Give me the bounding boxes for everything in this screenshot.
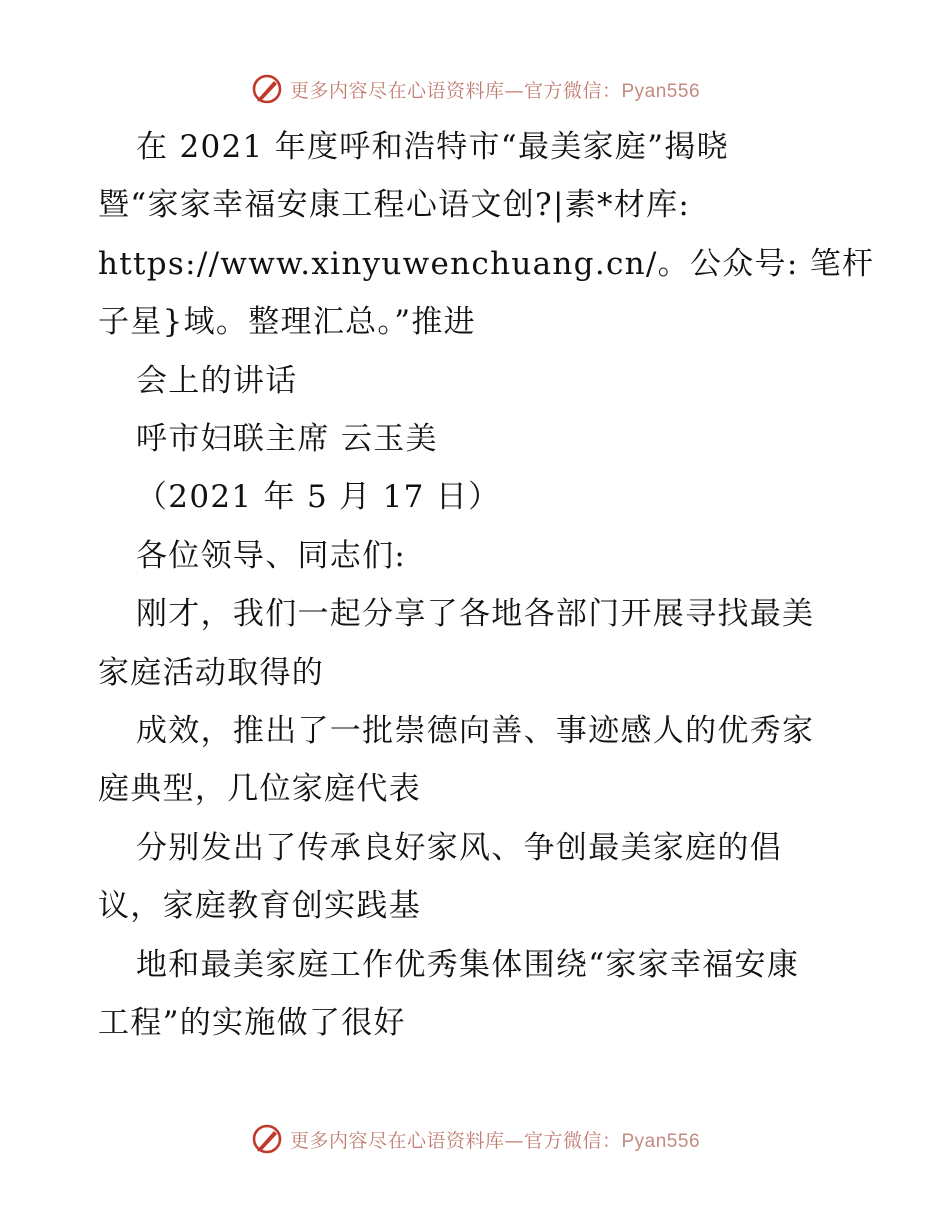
speech-title-line: 会上的讲话 (136, 362, 298, 399)
speaker-line: 呼市妇联主席 云玉美 (136, 421, 438, 458)
text-line: 庭典型，几位家庭代表 (98, 771, 421, 808)
salutation-line: 各位领导、同志们: (136, 537, 407, 574)
text-line: 家庭活动取得的 (98, 654, 325, 691)
watermark-wechat-id: Pyan556 (621, 1130, 701, 1152)
watermark-banner-bottom (0, 1122, 950, 1156)
text-line: 工程”的实施做了很好 (98, 1005, 406, 1042)
watermark-text: 更多内容尽在心语资料库—官方微信： (289, 79, 622, 102)
text-line: 暨“家家幸福安康工程心语文创?|素*材库: (98, 187, 691, 224)
document-body (98, 118, 875, 1053)
date-line: （2021 年 5 月 17 日） (136, 479, 501, 516)
quill-pen-icon (250, 72, 284, 106)
text-line: https://www.xinyuwenchuang.cn/。公众号: 笔杆 (98, 245, 875, 282)
watermark-banner-top (0, 72, 950, 106)
text-line: 在 2021 年度呼和浩特市“最美家庭”揭晓 (136, 129, 729, 165)
watermark-wechat-id: Pyan556 (621, 80, 701, 102)
quill-pen-icon (250, 1122, 284, 1156)
watermark-text: 更多内容尽在心语资料库—官方微信： (289, 1129, 622, 1152)
text-line: 议，家庭教育创实践基 (98, 888, 421, 925)
text-line: 子星}域。整理汇总。”推进 (98, 304, 476, 341)
text-line: 地和最美家庭工作优秀集体围绕“家家幸福安康 (136, 946, 800, 983)
text-line: 分别发出了传承良好家风、争创最美家庭的倡 (136, 829, 782, 866)
text-line: 刚才，我们一起分享了各地各部门开展寻找最美 (136, 596, 815, 633)
text-line: 成效，推出了一批崇德向善、事迹感人的优秀家 (136, 713, 815, 750)
